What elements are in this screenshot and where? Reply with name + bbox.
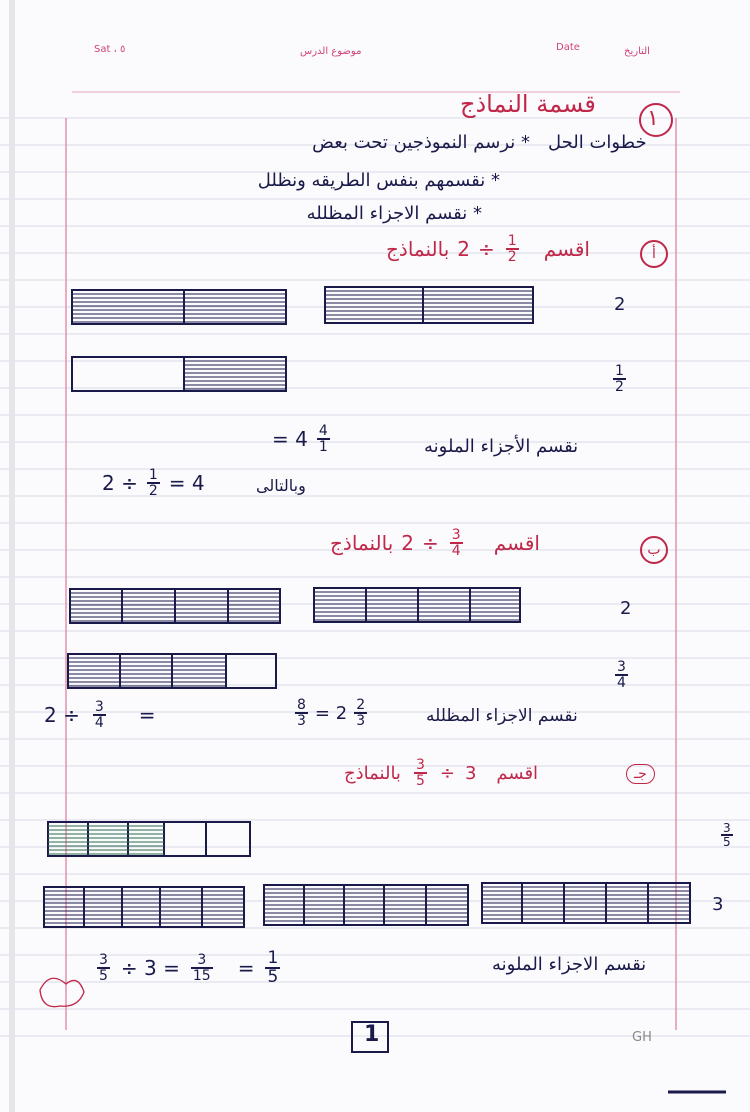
page-number: 1 — [364, 1022, 380, 1047]
step-3: * نقسم الاجزاء المظلله — [306, 203, 482, 224]
part-b-result: $\frac{8}{3}$ = 2 $\frac{2}{3}$ — [297, 697, 366, 729]
section-title: قسمة النماذج — [460, 90, 596, 118]
part-a-equation: 2 ÷ $\frac{1}{2}$ = 4 — [102, 467, 205, 499]
part-a-op: ÷ — [478, 237, 495, 261]
part-a-label-top: 2 — [614, 294, 626, 315]
part-a-title-word: اقسم — [543, 237, 590, 261]
header-center-label: موضوع الدرس — [300, 46, 362, 57]
model-b-fraction — [68, 654, 276, 688]
part-b-marker-label: ب — [640, 536, 668, 564]
part-b-tail: بالنماذج — [330, 531, 394, 555]
part-c-marker: جـ — [626, 764, 655, 784]
part-b-marker — [640, 536, 668, 564]
part-a-marker — [640, 240, 668, 268]
part-a-therefore: وبالتالى — [256, 476, 306, 495]
step-2: * نقسمهم بنفس الطريقه ونظلل — [257, 170, 500, 191]
steps-label: خطوات الحل — [548, 132, 647, 153]
model-a-half — [72, 357, 286, 391]
part-b-label-bottom: $\frac{3}{4}$ — [617, 659, 626, 691]
part-b-title-word: اقسم — [493, 531, 540, 555]
part-a-fraction: $\frac{1}{2}$ — [507, 233, 517, 265]
part-a-label-bottom: $\frac{1}{2}$ — [615, 363, 624, 395]
part-c-divide-label: نقسم الاجزاء الملونه — [492, 954, 647, 975]
section-number: ١ — [647, 106, 659, 131]
signature: GH — [632, 1030, 652, 1045]
part-c-label-bottom: 3 — [712, 894, 724, 915]
step-1: * نرسم النموذجين تحت بعض — [312, 132, 530, 153]
part-b-equation: 2 ÷ $\frac{3}{4}$ = — [44, 699, 156, 731]
part-a-heading — [386, 234, 590, 264]
part-c-label-top: $\frac{3}{5}$ — [723, 821, 731, 849]
part-c-tail: بالنماذج — [344, 762, 401, 784]
part-a-result — [272, 424, 333, 454]
part-a-tail: بالنماذج — [386, 237, 450, 261]
part-a-whole: 2 — [457, 237, 470, 261]
part-a-result-eq: = 4 — [272, 427, 308, 451]
part-c-title-word: اقسم — [496, 762, 539, 784]
header-date-ar: التاريخ — [624, 46, 650, 57]
header-date-en: Date — [556, 42, 580, 53]
part-c-equation: $\frac{3}{5}$ ÷ 3 = $\frac{3}{15}$ = $\frac{1}{5}$ — [99, 948, 279, 987]
model-c-fraction — [48, 822, 250, 856]
part-b-label-top: 2 — [620, 598, 632, 619]
part-a-divide-label: نقسم الأجزاء الملونه — [424, 436, 579, 457]
part-b-heading: بالنماذج 2 ÷ $\frac{3}{4}$ اقسم — [330, 527, 540, 559]
part-a-marker-label: أ — [640, 240, 668, 268]
part-c-heading: بالنماذج $\frac{3}{5}$ ÷ 3 اقسم — [344, 757, 539, 789]
header-left-label: Sat ، ٥ — [94, 44, 126, 55]
part-a-result-frac: $\frac{4}{1}$ — [318, 423, 328, 455]
part-b-divide-label: نقسم الاجزاء المظلله — [426, 706, 578, 726]
